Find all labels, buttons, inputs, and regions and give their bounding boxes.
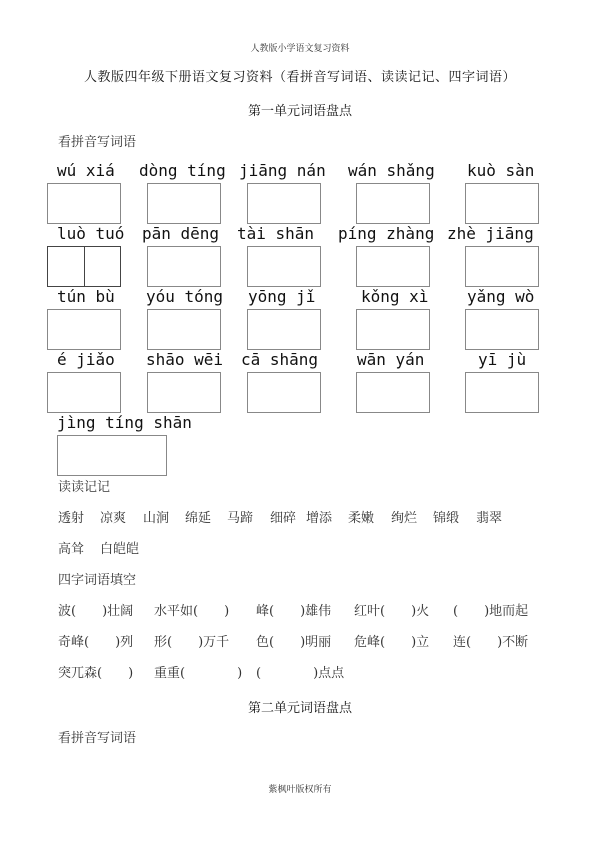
answer-cell[interactable] [84,247,121,286]
answer-box[interactable] [465,183,539,224]
idiom-blank[interactable]: ( )地而起 [453,604,529,619]
answer-box[interactable] [147,309,221,350]
vocab-word: 锦缎 [433,511,460,526]
idiom-blank[interactable]: 重重( ) [154,666,243,681]
pinyin-label: zhè jiāng [447,224,534,243]
idiom-blank[interactable]: 色( )明丽 [256,635,332,650]
answer-box[interactable] [356,309,430,350]
page-footer-note: 紫枫叶版权所有 [268,785,332,795]
vocab-word: 增添 [306,511,333,526]
document-title: 人教版四年级下册语文复习资料（看拼音写词语、读读记记、四字词语） [83,70,516,85]
idiom-blank[interactable]: 连( )不断 [453,635,529,650]
unit2-title: 第二单元词语盘点 [247,701,352,716]
vocab-word: 翡翠 [476,511,503,526]
read-remember-label: 读读记记 [58,480,111,495]
idiom-blank[interactable]: 红叶( )火 [354,604,430,619]
idiom-blank[interactable]: 突兀森( ) [58,666,134,681]
pinyin-label: wú xiá [57,161,115,180]
answer-box[interactable] [356,372,430,413]
answer-cell[interactable] [48,247,84,286]
idiom-blank[interactable]: 波( )壮阔 [58,604,134,619]
idiom-row-1 [58,600,558,618]
pinyin-label: yóu tóng [146,287,224,306]
idiom-blank[interactable]: 奇峰( )列 [58,635,134,650]
answer-box[interactable] [57,435,167,476]
idiom-blank[interactable]: 水平如( ) [154,604,230,619]
pinyin-label: tài shān [237,224,315,243]
pinyin-label: jiāng nán [239,161,326,180]
read-remember-line-1 [58,507,558,525]
answer-box[interactable] [465,372,539,413]
answer-box[interactable] [247,246,321,287]
pinyin-label: jìng tíng shān [57,413,192,432]
answer-box[interactable] [465,246,539,287]
pinyin-label: wān yán [357,350,425,369]
unit2-pinyin-label: 看拼音写词语 [58,731,137,746]
vocab-word: 白皑皑 [100,542,140,557]
pinyin-label: luò tuó [57,224,125,243]
answer-box[interactable] [47,183,121,224]
pinyin-label: tún bù [57,287,115,306]
answer-box[interactable] [147,372,221,413]
answer-box[interactable] [47,309,121,350]
idiom-blank[interactable]: 危峰( )立 [354,635,430,650]
vocab-word: 高耸 [58,542,85,557]
pinyin-label: shāo wēi [146,350,224,369]
pinyin-label: yī jù [478,350,527,369]
pinyin-label: wán shǎng [348,161,435,180]
pinyin-label: kǒng xì [361,287,429,306]
idiom-blank[interactable]: 形( )万千 [154,635,230,650]
pinyin-label: yōng jǐ [248,287,316,306]
answer-box[interactable] [147,183,221,224]
vocab-word: 山涧 [143,511,170,526]
vocab-word: 凉爽 [100,511,127,526]
unit1-title: 第一单元词语盘点 [247,104,352,119]
idiom-blank[interactable]: ( )点点 [256,666,345,681]
read-remember-line-2 [58,538,558,556]
vocab-word: 柔嫩 [348,511,375,526]
answer-box[interactable] [356,183,430,224]
vocab-word: 绵延 [185,511,212,526]
answer-box[interactable] [247,309,321,350]
pinyin-label: dòng tíng [139,161,226,180]
answer-box[interactable] [47,372,121,413]
answer-box[interactable] [147,246,221,287]
pinyin-label: pān dēng [142,224,220,243]
answer-box[interactable] [247,183,321,224]
vocab-word: 细碎 [270,511,297,526]
vocab-word: 绚烂 [391,511,418,526]
answer-box[interactable] [465,309,539,350]
answer-box[interactable] [247,372,321,413]
idiom-row-2 [58,631,558,649]
pinyin-label: é jiǎo [57,350,115,369]
pinyin-section-label: 看拼音写词语 [58,135,137,150]
idiom-blank[interactable]: 峰( )雄伟 [256,604,332,619]
vocab-word: 马蹄 [227,511,254,526]
answer-box[interactable] [356,246,430,287]
pinyin-label: píng zhàng [338,224,435,243]
pinyin-label: kuò sàn [467,161,535,180]
vocab-word: 透射 [58,511,85,526]
pinyin-label: yǎng wò [467,287,535,306]
pinyin-label: cā shāng [241,350,319,369]
answer-box-split[interactable] [47,246,121,287]
page-header-note: 人教版小学语文复习资料 [250,44,350,54]
idioms-label: 四字词语填空 [58,573,137,588]
idiom-row-3 [58,662,558,680]
